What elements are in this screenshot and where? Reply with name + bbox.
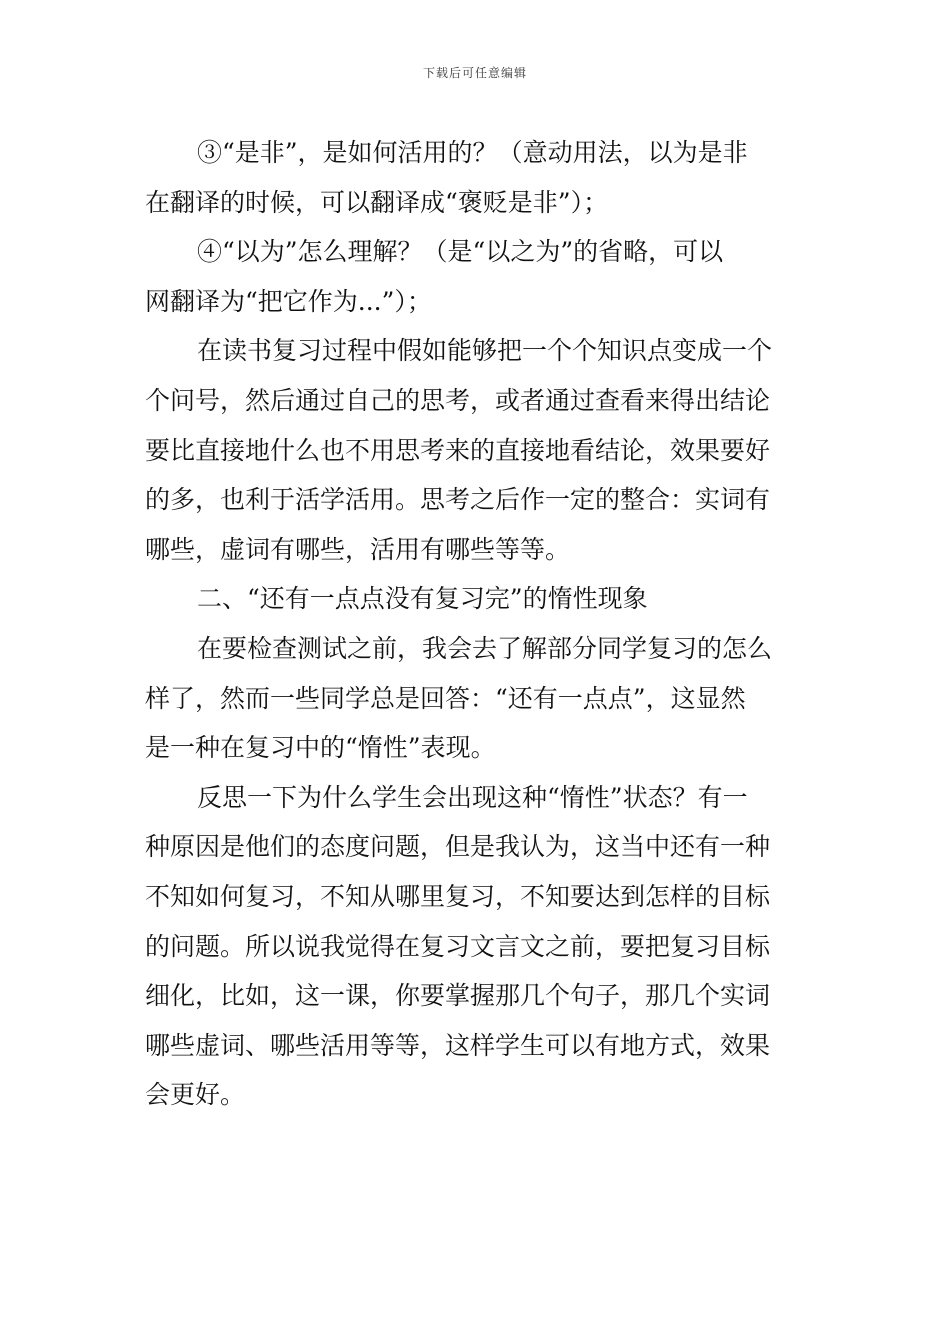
- text-line: 会更好。: [145, 1080, 246, 1110]
- text-line: 哪些，虚词有哪些，活用有哪些等等。: [145, 534, 571, 564]
- text-line: 的问题。所以说我觉得在复习文言文之前，要把复习目标: [145, 931, 771, 961]
- text-line: 在要检查测试之前，我会去了解部分同学复习的怎么: [197, 633, 773, 663]
- text-line: ③“是非”，是如何活用的？（意动用法，以为是非: [197, 138, 748, 167]
- text-line: 要比直接地什么也不用思考来的直接地看结论，效果要好: [145, 435, 771, 465]
- text-line: 是一种在复习中的“惰性”表现。: [145, 733, 496, 763]
- text-line: 样了，然而一些同学总是回答：“还有一点点”，这显然: [145, 683, 746, 713]
- text-line: 个问号，然后通过自己的思考，或者通过查看来得出结论: [145, 385, 771, 415]
- text-line: 细化，比如，这一课，你要掌握那几个句子，那几个实词: [145, 981, 771, 1011]
- text-line: 反思一下为什么学生会出现这种“惰性”状态？有一: [197, 782, 748, 812]
- text-line: 哪些虚词、哪些活用等等，这样学生可以有地方式，效果: [145, 1030, 771, 1060]
- text-line: 在翻译的时候，可以翻译成“褒贬是非”）；: [145, 187, 609, 217]
- section-heading: 二、“还有一点点没有复习完”的惰性现象: [197, 584, 648, 614]
- text-line: 在读书复习过程中假如能够把一个个知识点变成一个: [197, 336, 773, 366]
- text-line: 的多，也利于活学活用。思考之后作一定的整合：实词有: [145, 485, 771, 515]
- text-line: 网翻译为“把它作为...”）；: [145, 286, 432, 316]
- page-header: 下载后可任意编辑: [422, 66, 527, 80]
- text-line: 种原因是他们的态度问题，但是我认为，这当中还有一种: [145, 832, 771, 862]
- document-body: [145, 128, 805, 1120]
- text-line: ④“以为”怎么理解？（是“以之为”的省略，可以: [197, 237, 724, 267]
- text-line: 不知如何复习，不知从哪里复习，不知要达到怎样的目标: [145, 881, 771, 911]
